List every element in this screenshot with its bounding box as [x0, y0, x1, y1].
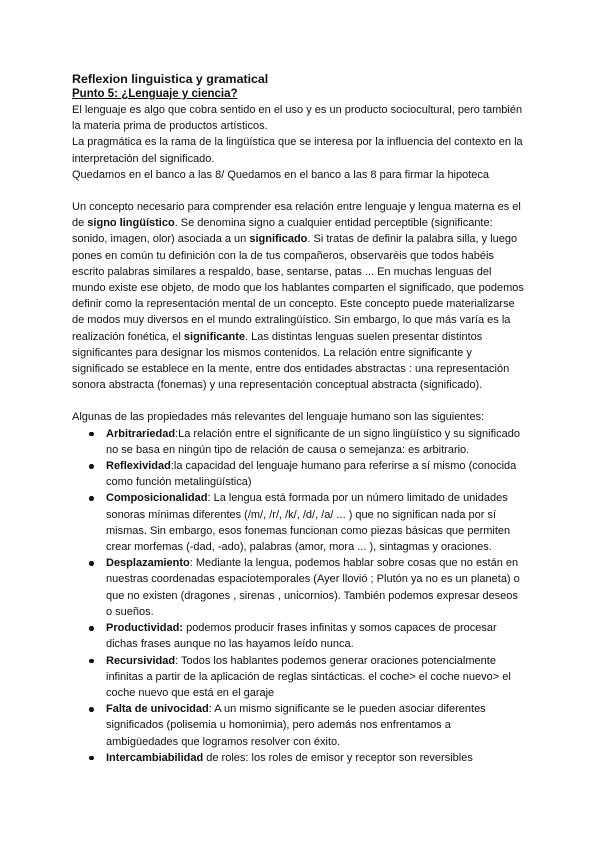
property-term: Desplazamiento [106, 557, 190, 570]
section-heading: Punto 5: ¿Lenguaje y ciencia? [72, 88, 238, 100]
property-term: Falta de univocidad [106, 703, 209, 716]
signo-term-bold: signo lingüístico [87, 217, 175, 230]
signo-text-4: . Las distintas lenguas suelen presentar distintos significantes para designar los mismos contenidos. La relación entre significante y significado se establece en la mente, entre dos entidades abstractas : una representación sonora abstracta (fonemas) y una representación conceptual abstracta (significado). [72, 330, 510, 392]
property-text: : La lengua está formada por un número limitado de unidades sonoras mínimas diferentes (/m/, /r/, /k/, /d/, /a/ ... ) que no significan nada por sí mismas. Sin embargo, esos fonemas funcionan como piezas básicas que permiten crear morfemas (-dad, -ado), palabras (amor, mora ... ), sintagmas y oraciones. [106, 492, 511, 554]
signo-paragraph [72, 199, 524, 393]
property-term: Recursividad [106, 654, 176, 667]
significado-term-bold: significado [249, 233, 308, 246]
document-page [72, 72, 524, 766]
spacer [72, 183, 524, 199]
property-text: :La relación entre el significante de un signo lingüístico y su significado no se basa en ningún tipo de relación de causa o semejanza: es arbitrario. [106, 427, 520, 456]
list-item [106, 555, 524, 620]
list-item [106, 426, 524, 458]
property-term: Arbitrariedad [106, 427, 176, 440]
properties-list [72, 426, 524, 766]
list-item [106, 653, 524, 702]
list-item [106, 620, 524, 652]
property-term: Productividad: [106, 622, 184, 635]
property-text: :la capacidad del lenguaje humano para referirse a sí mismo (conocida como función metalingüística) [106, 460, 517, 489]
properties-intro: Algunas de las propiedades más relevantes del lenguaje humano son las siguientes: [72, 411, 485, 424]
example-sentence: Quedamos en el banco a las 8/ Quedamos en el banco a las 8 para firmar la hipoteca [72, 168, 490, 181]
property-text: : Todos los hablantes podemos generar oraciones potencialmente infinitas a partir de la aplicación de reglas sintácticas. el coche> el coche nuevo> el coche nuevo que está en el garaje [106, 654, 511, 699]
property-text: podemos producir frases infinitas y somos capaces de procesar dichas frases aunque no las hayamos leído nunca. [106, 622, 497, 651]
property-term: Reflexividad [106, 460, 171, 473]
property-text: : Mediante la lengua, podemos hablar sobre cosas que no están en nuestras coordenadas espaciotemporales (Ayer llovió ; Plutón ya no es un planeta) o que no existen (dragones , sirenas , unicornios). También podemos expresar deseos o sueños. [106, 557, 520, 618]
property-text: de roles: los roles de emisor y receptor son reversibles [203, 751, 473, 764]
property-text: : A un mismo significante se le pueden asociar diferentes significados (polisemia u homonimia), pero además nos enfrentamos a ambigüedades que logramos resolver con éxito. [106, 703, 486, 748]
intro-paragraph-1: El lenguaje es algo que cobra sentido en el uso y es un producto sociocultural, pero también la materia prima de productos artísticos. [72, 104, 523, 133]
property-term: Intercambiabilidad [106, 751, 204, 764]
list-item [106, 750, 524, 766]
intro-paragraph-2: La pragmática es la rama de la lingüística que se interesa por la influencia del contexto en la interpretación del significado. [72, 136, 523, 165]
signo-text-1: Un concepto necesario para comprender esa relación entre lenguaje y lengua materna es el de [72, 201, 521, 230]
property-term: Composicionalidad [106, 492, 208, 505]
list-item [106, 490, 524, 555]
signo-text-3: . Si tratas de definir la palabra silla, y luego pones en común tu definición con la de tus compañeros, observaréis que todos habéis escrito palabras similares a respaldo, base, sentarse, patas ... En muchas lenguas del mundo existe ese objeto, de modo que los hablantes comparten el significado, que podemos definir como la representación mental de un concepto. Este concepto puede materializarse de modos muy diversos en el mundo extralingüístico. Sin embargo, lo que más varía es la realización fonética, el [72, 233, 524, 343]
list-item [106, 458, 524, 490]
document-title: Reflexion linguistica y gramatical [72, 72, 269, 86]
signo-text-2: . Se denomina signo a cualquier entidad perceptible (significante: sonido, imagen, olor) asociada a un [72, 217, 493, 246]
list-item [106, 701, 524, 750]
significante-term-bold: significante [183, 330, 246, 343]
spacer [72, 393, 524, 409]
